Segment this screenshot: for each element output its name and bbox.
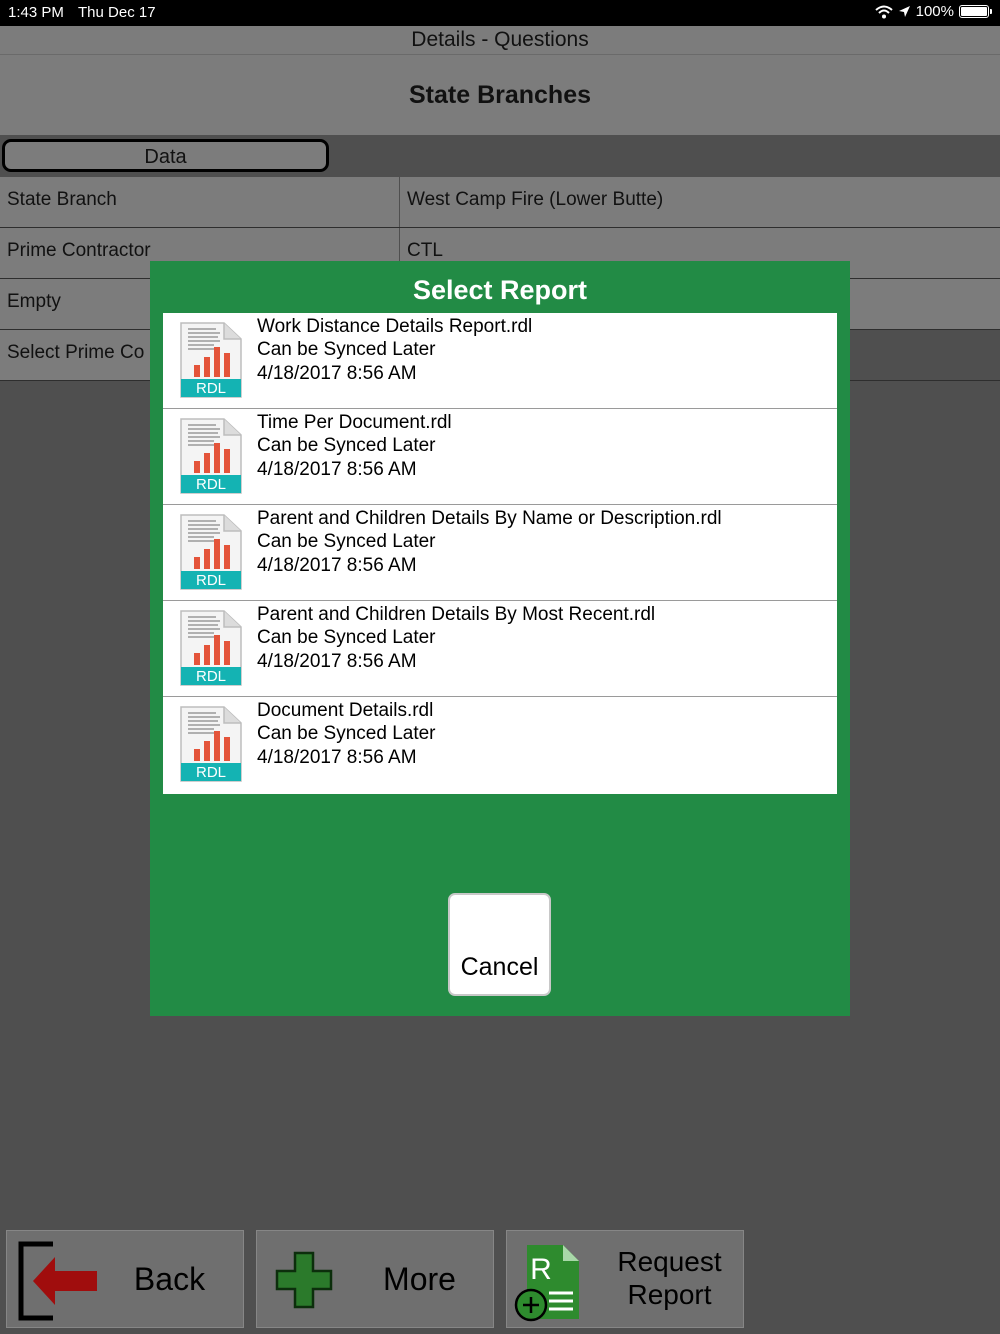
battery-percent: 100% xyxy=(915,3,954,20)
svg-text:RDL: RDL xyxy=(195,572,227,589)
report-name: Parent and Children Details By Most Recent.rdl xyxy=(257,604,656,625)
report-text xyxy=(257,603,655,673)
rdl-file-icon xyxy=(180,417,242,495)
report-text xyxy=(257,411,452,481)
report-date: 4/18/2017 8:56 AM xyxy=(257,458,417,480)
svg-text:RDL: RDL xyxy=(195,380,227,397)
report-item[interactable] xyxy=(163,601,837,697)
request-report-icon xyxy=(513,1243,585,1323)
svg-text:RDL: RDL xyxy=(195,476,227,493)
select-report-dialog xyxy=(150,261,850,1016)
report-text xyxy=(257,507,722,577)
svg-text:RDL: RDL xyxy=(195,668,227,685)
row-label: Select Prime Co xyxy=(0,330,399,380)
request-report-button[interactable] xyxy=(506,1230,744,1328)
wifi-icon xyxy=(875,5,893,19)
report-item[interactable] xyxy=(163,697,837,792)
report-item[interactable] xyxy=(163,409,837,505)
location-icon xyxy=(898,5,911,18)
report-name: Work Distance Details Report.rdl xyxy=(257,316,533,337)
report-date: 4/18/2017 8:56 AM xyxy=(257,554,417,576)
row-label: Empty xyxy=(0,279,399,329)
status-date: Thu Dec 17 xyxy=(78,4,156,21)
report-status: Can be Synced Later xyxy=(257,339,436,361)
status-right xyxy=(875,3,992,20)
report-list xyxy=(163,313,837,794)
report-name: Parent and Children Details By Name or Description.rdl xyxy=(257,508,722,529)
svg-text:R: R xyxy=(530,1253,552,1286)
more-label: More xyxy=(383,1261,456,1297)
battery-icon xyxy=(959,5,989,18)
nav-title: Details - Questions xyxy=(0,26,1000,55)
row-label: Prime Contractor xyxy=(0,228,399,278)
back-label: Back xyxy=(133,1261,206,1297)
report-name: Document Details.rdl xyxy=(257,700,434,721)
report-name: Time Per Document.rdl xyxy=(257,412,452,433)
table-row[interactable] xyxy=(0,177,1000,228)
status-bar xyxy=(0,0,1000,26)
rdl-file-icon xyxy=(180,321,242,399)
more-button[interactable] xyxy=(256,1230,494,1328)
report-text xyxy=(257,699,436,769)
back-arrow-icon xyxy=(15,1241,99,1321)
plus-icon xyxy=(275,1251,333,1309)
report-date: 4/18/2017 8:56 AM xyxy=(257,650,417,672)
battery-tip xyxy=(990,9,992,14)
report-date: 4/18/2017 8:56 AM xyxy=(257,746,417,768)
report-item[interactable] xyxy=(163,505,837,601)
report-item[interactable] xyxy=(163,313,837,409)
section-title: State Branches xyxy=(0,55,1000,135)
cancel-button[interactable]: Cancel xyxy=(448,893,551,996)
svg-text:RDL: RDL xyxy=(195,764,227,781)
tab-data[interactable]: Data xyxy=(2,139,329,172)
row-value[interactable]: CTL xyxy=(400,228,1000,278)
report-status: Can be Synced Later xyxy=(257,435,436,457)
row-value[interactable]: West Camp Fire (Lower Butte) xyxy=(400,177,1000,227)
back-button[interactable] xyxy=(6,1230,244,1328)
report-status: Can be Synced Later xyxy=(257,723,436,745)
report-status: Can be Synced Later xyxy=(257,531,436,553)
status-time: 1:43 PM xyxy=(8,4,64,21)
row-label: State Branch xyxy=(0,177,399,227)
rdl-file-icon xyxy=(180,705,242,783)
rdl-file-icon xyxy=(180,609,242,687)
report-status: Can be Synced Later xyxy=(257,627,436,649)
request-label-line1: Request xyxy=(617,1246,722,1277)
rdl-file-icon xyxy=(180,513,242,591)
report-date: 4/18/2017 8:56 AM xyxy=(257,362,417,384)
request-label-line2: Report xyxy=(627,1279,712,1310)
report-text xyxy=(257,315,532,385)
dialog-title: Select Report xyxy=(412,275,588,305)
